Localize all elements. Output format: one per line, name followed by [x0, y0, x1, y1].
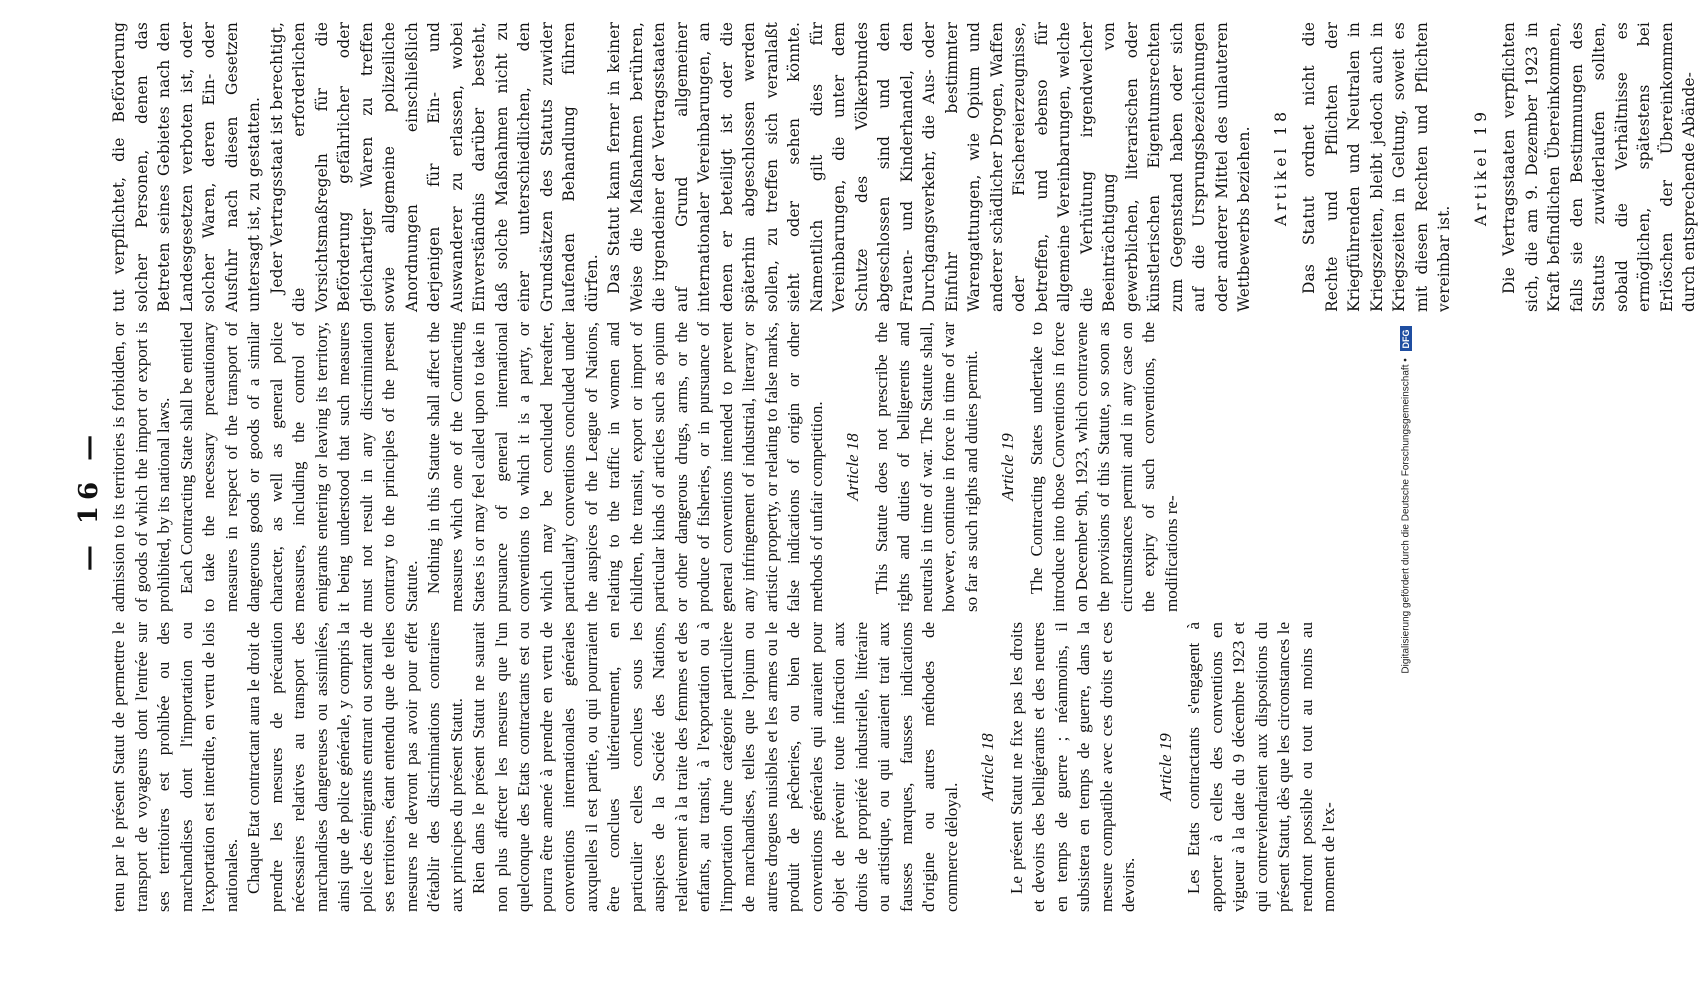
french-article-18-heading: Article 18 [978, 733, 997, 801]
english-article-19-text: The Contracting States undertake to introduce into those Conventions in force on December 9th, 1923, which contravene the provisions of this Statute, so soon as circumstances permit and in any case on the expiry of such conventions, the modifications re- [1026, 322, 1181, 612]
german-column [108, 22, 1698, 312]
german-article-18-text: Das Statut ordnet nicht die Rechte und Pflichten der Kriegführenden und Neutralen in Kriegszeiten, bleibt jedoch auch in Kriegszeiten in Geltung, soweit es mit diesen Rechten und Pflichten vereinbar ist. [1300, 22, 1453, 312]
french-paragraph-2: Chaque Etat contractant aura le droit de prendre les mesures de précaution nécessaires relatives au transport des marchandises dangereuses ou assimilées, ainsi que de police générale, y compris la police des émigrants entrant ou sortant de ses territoires, étant entendu que de telles mesures ne devront pas avoir pour effet d'établir des discriminations contraires aux principes du présent Statut. [244, 622, 466, 912]
english-article-19-heading: Article 19 [998, 433, 1017, 501]
english-paragraph-1: admission to its territories is forbidden, or of goods of which the import or export is prohibited, by its national laws. [109, 322, 173, 612]
french-article-18-text: Le présent Statut ne fixe pas les droits et devoirs des belligérants et des neutres en temps de guerre ; néanmoins, il subsistera en temps de guerre, dans la mesure compatible avec ces droits et ces devoirs. [1006, 622, 1138, 912]
german-paragraph-1: tut verpflichtet, die Beförderung solcher Personen, denen das Betreten seines Gebietes nach den Landesgesetzen verboten ist, oder solcher Waren, deren Ein- oder Ausfuhr nach diesen Gesetzen untersagt ist, zu gestatten. [110, 22, 263, 312]
german-paragraph-2: Jeder Vertragsstaat ist berechtigt, die erforderlichen Vorsichtsmaßregeln für die Beförderung gefährlicher oder gleichartiger Waren zu treffen sowie allgemeine polizeiliche Anordnungen einschließlich derjenigen für Ein- und Auswanderer zu erlassen, wobei Einverständnis darüber besteht, daß solche Maßnahmen nicht zu einer unterschiedlichen, den Grundsätzen des Statuts zuwider laufenden Behandlung führen dürfen. [267, 22, 601, 312]
english-article-18-text: This Statute does not prescribe the rights and duties of belligerents and neutrals in time of war. The Statute shall, however, continue in force in time of war so far as such rights and duties permit. [871, 322, 981, 612]
english-paragraph-2: Each Contracting State shall be entitled to take the necessary precautionary measures in respect of the transport of dangerous goods or goods of a similar character, as well as general police measures, including the control of emigrants entering or leaving its territory, it being understood that such measures must not result in any discrimination contrary to the principles of the present Statute. [176, 322, 421, 612]
english-column [108, 322, 1181, 612]
digitization-credit [1400, 0, 1412, 1000]
french-paragraph-3: Rien dans le présent Statut ne saurait non plus affecter les mesures que l'un quelconque des Etats contractants est ou pourra être amené à prendre en vertu de conventions internationales générales auxquelles il est partie, ou qui pourraient être conclues ultérieurement, en particulier celles conclues sous les auspices de la Société des Nations, relativement à la traite des femmes et des enfants, au transit, à l'exportation ou à l'importation d'une catégorie particulière de marchandises, telles que l'opium ou autres drogues nuisibles et les armes ou le produit de pêcheries, ou bien de conventions générales qui auraient pour objet de prévenir toute infraction aux droits de propriété industrielle, littéraire ou artistique, ou qui auraient trait aux fausses marques, fausses indications d'origine ou autres méthodes de commerce déloyal. [469, 622, 961, 912]
german-article-19-text: Die Vertragsstaaten verpflichten sich, die am 9. Dezember 1923 in Kraft befindlichen Übereinkommen, falls sie den Bestimmungen des Statuts zuwiderlaufen sollten, sobald die Verhältnisse es ermöglichen, spätestens bei Erlöschen der Übereinkommen durch entsprechende Abände- [1500, 22, 1698, 312]
german-paragraph-3: Das Statut kann ferner in keiner Weise die Maßnahmen berühren, die irgendeiner der Vertragsstaaten auf Grund allgemeiner internationaler Vereinbarungen, an denen er beteiligt ist oder die späterhin abgeschlossen werden sollen, zu treffen sich veranlaßt sieht oder sehen könnte. Namentlich gilt dies für Vereinbarungen, die unter dem Schutze des Völkerbundes abgeschlossen sind und den Frauen- und Kinderhandel, den Durchgangsverkehr, die Aus- oder Einfuhr bestimmter Warengattungen, wie Opium und anderer schädlicher Drogen, Waffen oder Fischereierzeugnisse, betreffen, und ebenso für allgemeine Vereinbarungen, welche die Verhütung irgendwelcher Beeinträchtigung von gewerblichen, literarischen oder künstlerischen Eigentumsrechten zum Gegenstand haben oder sich auf die Ursprungsbezeichnungen oder anderer Mittel des unlauteren Wettbewerbs beziehen. [605, 22, 1253, 312]
dfg-logo: DFG [1400, 326, 1412, 351]
french-article-19-text: Les Etats contractants s'engagent à apporter à celles des conventions en vigueur à la date du 9 décembre 1923 et qui contreviendraient aux dispositions du présent Statut, dès que les circonstances le rendront possible ou tout au moins au moment de l'ex- [1184, 622, 1338, 912]
german-article-19-heading: Artikel 19 [1471, 108, 1490, 226]
french-paragraph-1: tenu par le présent Statut de permettre le transport de voyageurs dont l'entrée sur ses territoires est prohibée ou des marchandises dont l'importation ou l'exportation est interdite, en vertu de lois nationales. [109, 622, 241, 912]
english-paragraph-3: Nothing in this Statute shall affect the measures which one of the Contracting States is or may feel called upon to take in pursuance of general international conventions to which it is a party, or which may be concluded hereafter, particularly conventions concluded under the auspices of the League of Nations, relating to the traffic in women and children, the transit, export or import of particular kinds of articles such as opium or other dangerous drugs, arms, or the produce of fisheries, or in pursuance of general conventions intended to prevent any infringement of industrial, literary or artistic property, or relating to false marks, false indications of origin or other methods of unfair competition. [424, 322, 826, 612]
digitization-credit-text: Digitalisierung gefördert durch die Deutsche Forschungsgemeinschaft • [1400, 358, 1412, 674]
page-number: — 16 — [74, 428, 104, 572]
french-column [108, 622, 1338, 912]
german-article-18-heading: Artikel 18 [1271, 108, 1290, 226]
french-article-19-heading: Article 19 [1155, 733, 1175, 801]
english-article-18-heading: Article 18 [843, 433, 862, 501]
